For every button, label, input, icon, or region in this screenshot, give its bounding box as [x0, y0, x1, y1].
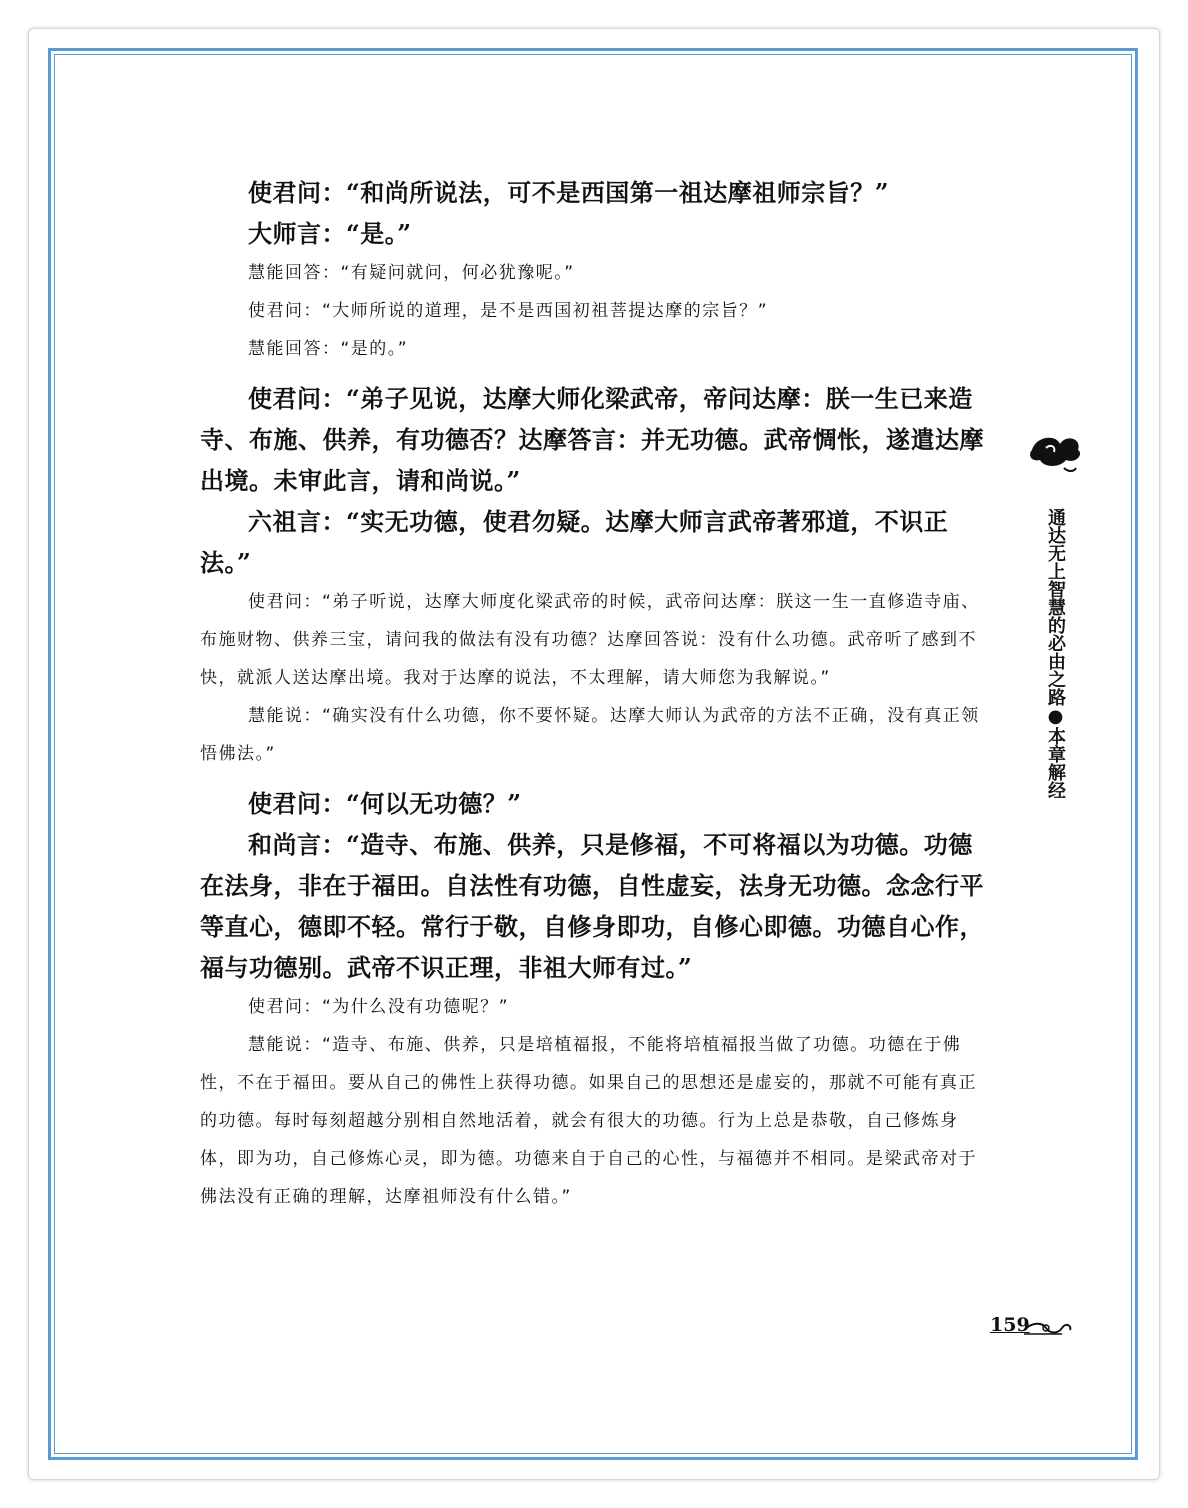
paragraph-4: 使君问：“大师所说的道理，是不是西国初祖菩提达摩的宗旨？”	[248, 301, 769, 321]
page-number: 159	[990, 1314, 1030, 1336]
paragraph-5: 慧能回答：“是的。”	[248, 339, 409, 359]
paragraph-11: 和尚言：“造寺、布施、供养，只是修福，不可将福以为功德。功德在法身，非在于福田。自法性有功德，自性虚妄，法身无功德。念念行平等直心，德即不轻。常行于敬，自修身即功，自修心即德。功德自心作，福与功德别。武帝不识正理，非祖大师有过。”	[200, 830, 984, 982]
paragraph-8: 使君问：“弟子听说，达摩大师度化梁武帝的时候，武帝问达摩：朕这一生一直修造寺庙、布施财物、供养三宝，请问我的做法有没有功德？达摩回答说：没有什么功德。武帝听了感到不快，就派人送达摩出境。我对于达摩的说法，不太理解，请大师您为我解说。”	[200, 592, 980, 688]
cloud-ornament-icon	[1026, 428, 1086, 478]
paragraph-7: 六祖言：“实无功德，使君勿疑。达摩大师言武帝著邪道，不识正法。”	[200, 507, 949, 577]
cloud-swirl-icon	[1022, 1318, 1074, 1338]
paragraph-13: 慧能说：“造寺、布施、供养，只是培植福报，不能将培植福报当做了功德。功德在于佛性，不在于福田。要从自己的佛性上获得功德。如果自己的思想还是虚妄的，那就不可能有真正的功德。每时每刻超越分别相自然地活着，就会有很大的功德。行为上总是恭敬，自己修炼身体，即为功，自己修炼心灵，即为德。功德来自于自己的心性，与福德并不相同。是梁武帝对于佛法没有正确的理解，达摩祖师没有什么错。”	[200, 1035, 977, 1207]
paragraph-2: 大师言：“是。”	[248, 219, 412, 248]
paragraph-3: 慧能回答：“有疑问就问，何必犹豫呢。”	[248, 263, 575, 283]
sidebar-chapter-title: 通达无上智慧的必由之路●本章解经	[1045, 508, 1066, 799]
paragraph-6: 使君问：“弟子见说，达摩大师化梁武帝，帝问达摩：朕一生已来造寺、布施、供养，有功德否？达摩答言：并无功德。武帝惆怅，遂遣达摩出境。未审此言，请和尚说。”	[200, 384, 984, 495]
paragraph-9: 慧能说：“确实没有什么功德，你不要怀疑。达摩大师认为武帝的方法不正确，没有真正领悟佛法。”	[200, 706, 980, 764]
paragraph-12: 使君问：“为什么没有功德呢？”	[248, 997, 510, 1017]
paragraph-1: 使君问：“和尚所说法，可不是西国第一祖达摩祖师宗旨？”	[248, 178, 890, 207]
paragraph-10: 使君问：“何以无功德？”	[248, 789, 522, 818]
page-body	[200, 172, 990, 1216]
